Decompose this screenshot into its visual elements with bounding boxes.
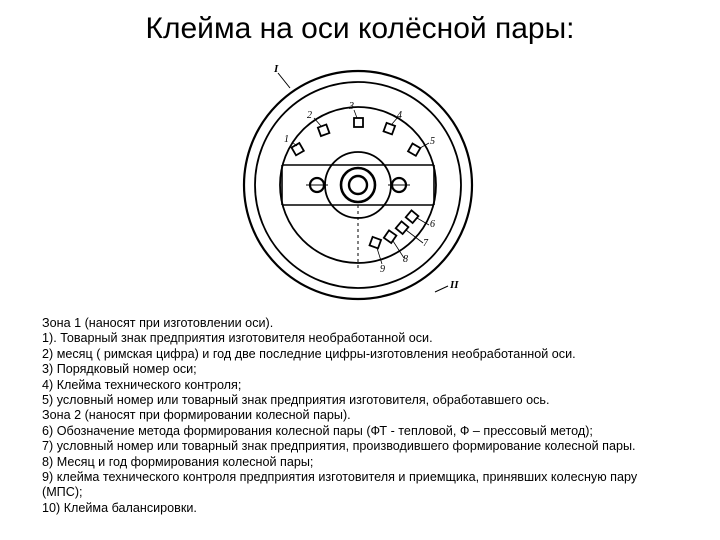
mark-6-square [406,210,419,223]
mark-label-7: 7 [423,238,428,249]
mark-label-1: 1 [284,134,289,145]
mark-label-8: 8 [403,254,408,265]
center-hole-outer [341,168,375,202]
legend-line: 9) клейма технического контроля предприятия изготовителя и приемщика, принявших колесную пару [42,470,638,485]
mark-2-square [318,125,330,137]
legend-line: 8) Месяц и год формирования колесной пары; [42,454,314,469]
end-cap-band [282,165,434,205]
zone-2-ring [255,82,461,288]
mark-label-6: 6 [430,219,435,230]
hub-ring [325,152,391,218]
zone-1-heading: Зона 1 (наносят при изготовлении оси). [42,316,274,330]
legend-line: 2) месяц ( римская цифра) и год две последние цифры-изготовления необработанной оси. [42,346,576,361]
mark-9-square [370,237,382,249]
zone-2-heading: Зона 2 (наносят при формировании колесной пары). [42,408,351,423]
mark-3-square [354,118,363,127]
mark-8-square [384,230,397,243]
legend-line: 10) Клейма балансировки. [42,500,197,515]
mark-7-square [396,221,409,234]
mark-label-3: 3 [349,101,354,112]
legend-line: (МПС); [42,485,83,500]
mark-label-4: 4 [397,110,402,121]
outer-ring [244,71,472,299]
zone-2-label: II [450,279,459,291]
legend-text [42,316,714,516]
mark-1-square [292,143,304,155]
mark-label-5: 5 [430,136,435,147]
mark-label-2: 2 [307,110,312,121]
legend-line: 7) условный номер или товарный знак предприятия, производившего формирование колесной пары. [42,439,636,454]
page-title: Клейма на оси колёсной пары: [145,12,575,45]
legend-line: 5) условный номер или товарный знак предприятия изготовителя, обработавшего ось. [42,393,550,408]
zone-1-label: I [274,63,279,75]
axle-end-diagram [230,60,490,305]
center-hole-inner [349,176,367,194]
mark-4-square [384,123,396,135]
zone-1-ring [280,107,436,263]
mark-label-9: 9 [380,264,385,275]
legend-line: 4) Клейма технического контроля; [42,377,242,392]
mark-5-square [408,144,420,156]
legend-line: 6) Обозначение метода формирования колесной пары (ФТ - тепловой, Ф – прессовый метод); [42,423,593,438]
legend-line: 3) Порядковый номер оси; [42,362,197,377]
legend-line: 1). Товарный знак предприятия изготовителя необработанной оси. [42,331,433,346]
